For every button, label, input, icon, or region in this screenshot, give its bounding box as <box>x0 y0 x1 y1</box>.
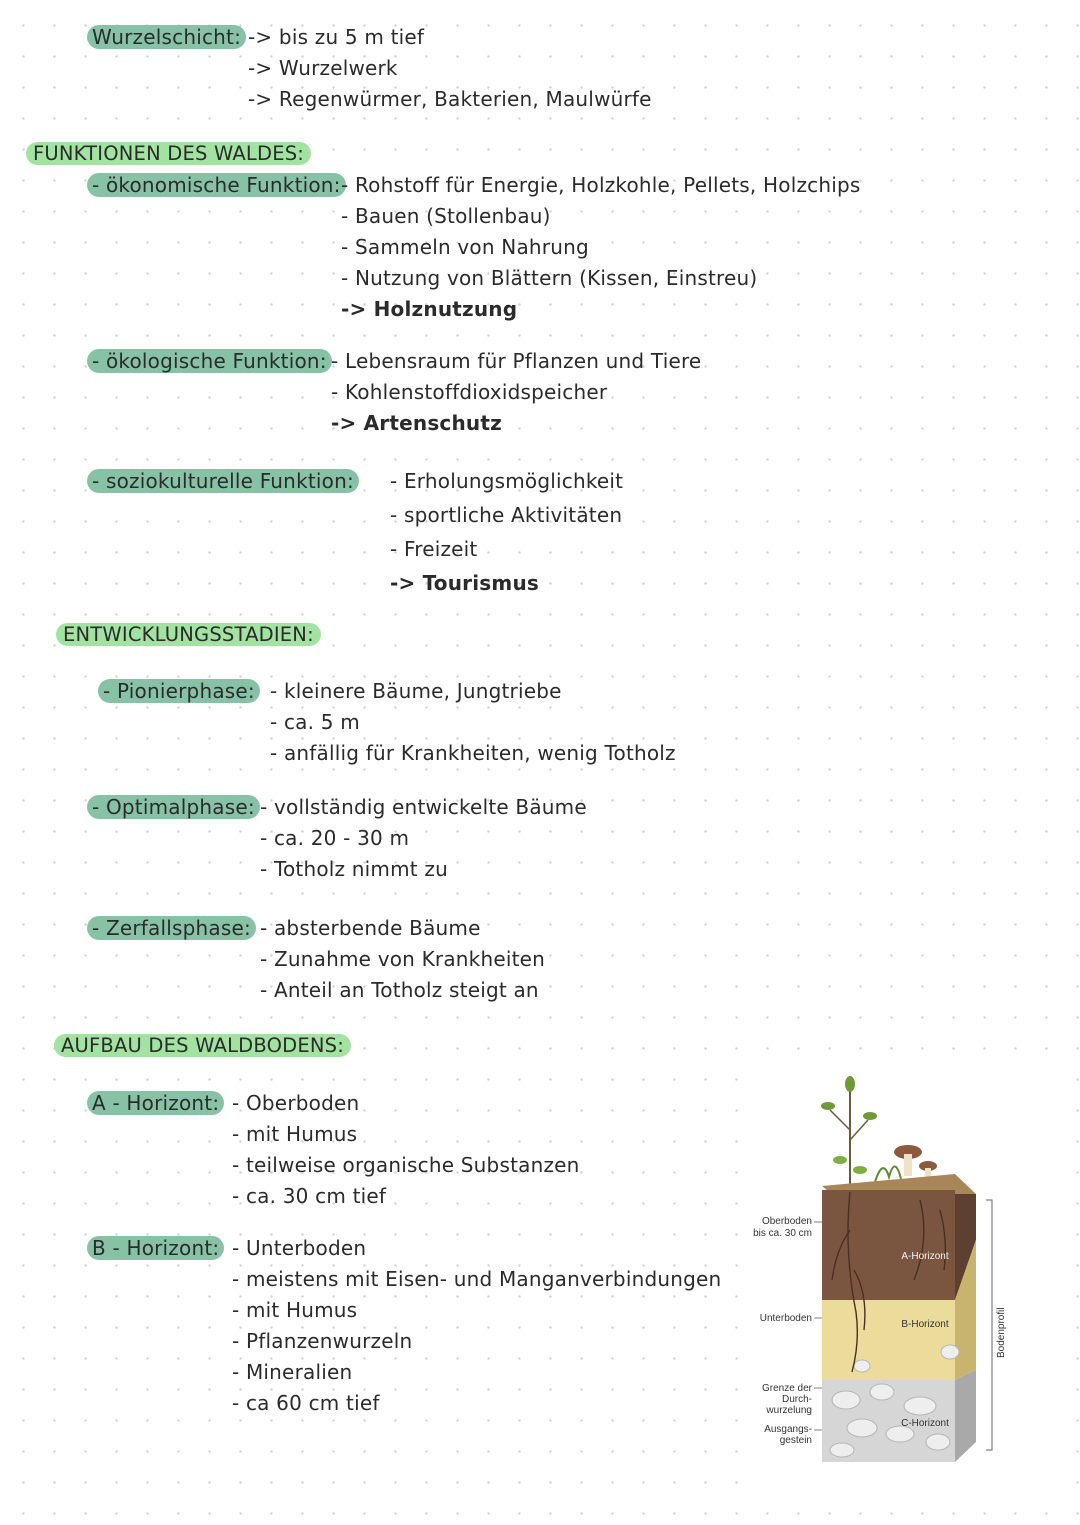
label-oberboden: Oberboden <box>761 1216 812 1227</box>
b-horizont-label: B - Horizont: <box>87 1236 224 1260</box>
oekonomisch-item: - Sammeln von Nahrung <box>341 235 589 259</box>
b-horizont-item: - ca 60 cm tief <box>232 1391 380 1415</box>
label-ausgangsgestein: Ausgangs- <box>764 1424 812 1435</box>
wurzel-item: -> Regenwürmer, Bakterien, Maulwürfe <box>248 87 652 111</box>
oekologisch-result: -> Artenschutz <box>331 411 502 435</box>
oekonomische-funktion-label: - ökonomische Funktion: <box>87 173 346 197</box>
pionier-item: - ca. 5 m <box>270 710 360 734</box>
funktionen-heading: FUNKTIONEN DES WALDES: <box>26 142 311 165</box>
label-grenze-3: wurzelung <box>766 1405 812 1416</box>
soziokulturell-item: - Freizeit <box>390 537 478 561</box>
oekologisch-item: - Lebensraum für Pflanzen und Tiere <box>331 349 702 373</box>
label-unterboden: Unterboden <box>759 1313 812 1324</box>
boden-heading: AUFBAU DES WALDBODENS: <box>54 1034 351 1057</box>
oekonomisch-item: - Nutzung von Blättern (Kissen, Einstreu) <box>341 266 758 290</box>
label-b-horizont: B-Horizont <box>901 1319 949 1330</box>
oekonomisch-item: - Bauen (Stollenbau) <box>341 204 551 228</box>
entwicklung-heading: ENTWICKLUNGSSTADIEN: <box>56 623 321 646</box>
b-horizont-item: - meistens mit Eisen- und Manganverbindungen <box>232 1267 722 1291</box>
pionier-item: - kleinere Bäume, Jungtriebe <box>270 679 562 703</box>
wurzel-item: -> Wurzelwerk <box>248 56 398 80</box>
label-ausgangsgestein-2: gestein <box>779 1435 812 1446</box>
a-horizont-item: - teilweise organische Substanzen <box>232 1153 580 1177</box>
soziokulturelle-funktion-label: - soziokulturelle Funktion: <box>87 469 359 493</box>
b-horizont-item: - Pflanzenwurzeln <box>232 1329 413 1353</box>
soziokulturell-item: - Erholungsmöglichkeit <box>390 469 624 493</box>
pionierphase-label: - Pionierphase: <box>98 679 260 703</box>
zerfall-item: - Anteil an Totholz steigt an <box>260 978 539 1002</box>
b-horizont-item: - mit Humus <box>232 1298 358 1322</box>
oekologische-funktion-label: - ökologische Funktion: <box>87 349 332 373</box>
soziokulturell-item: - sportliche Aktivitäten <box>390 503 623 527</box>
b-horizont-item: - Mineralien <box>232 1360 353 1384</box>
a-horizont-item: - ca. 30 cm tief <box>232 1184 387 1208</box>
zerfall-item: - Zunahme von Krankheiten <box>260 947 546 971</box>
optimal-item: - vollständig entwickelte Bäume <box>260 795 587 819</box>
optimalphase-label: - Optimalphase: <box>87 795 260 819</box>
label-c-horizont: C-Horizont <box>901 1418 949 1429</box>
optimal-item: - Totholz nimmt zu <box>260 857 448 881</box>
b-horizont-item: - Unterboden <box>232 1236 367 1260</box>
oekonomisch-result: -> Holznutzung <box>341 297 518 321</box>
zerfall-item: - absterbende Bäume <box>260 916 481 940</box>
optimal-item: - ca. 20 - 30 m <box>260 826 410 850</box>
soziokulturell-result: -> Tourismus <box>390 571 539 595</box>
pionier-item: - anfällig für Krankheiten, wenig Totholz <box>270 741 676 765</box>
label-grenze-2: Durch- <box>781 1394 812 1405</box>
a-horizont-item: - Oberboden <box>232 1091 360 1115</box>
a-horizont-item: - mit Humus <box>232 1122 358 1146</box>
label-grenze: Grenze der <box>761 1383 812 1394</box>
wurzel-item: -> bis zu 5 m tief <box>248 25 425 49</box>
zerfallsphase-label: - Zerfallsphase: <box>87 916 256 940</box>
label-a-horizont: A-Horizont <box>901 1251 949 1262</box>
oekonomisch-item: - Rohstoff für Energie, Holzkohle, Pellets, Holzchips <box>341 173 861 197</box>
label-bodenprofil: Bodenprofil <box>996 1307 1007 1358</box>
b-horizon-layer <box>822 1300 955 1380</box>
a-horizont-label: A - Horizont: <box>87 1091 224 1115</box>
oekologisch-item: - Kohlenstoffdioxidspeicher <box>331 380 608 404</box>
label-oberboden-depth: bis ca. 30 cm <box>753 1228 812 1239</box>
soil-profile-diagram <box>750 1070 1050 1510</box>
wurzelschicht-label: Wurzelschicht: <box>87 25 246 49</box>
